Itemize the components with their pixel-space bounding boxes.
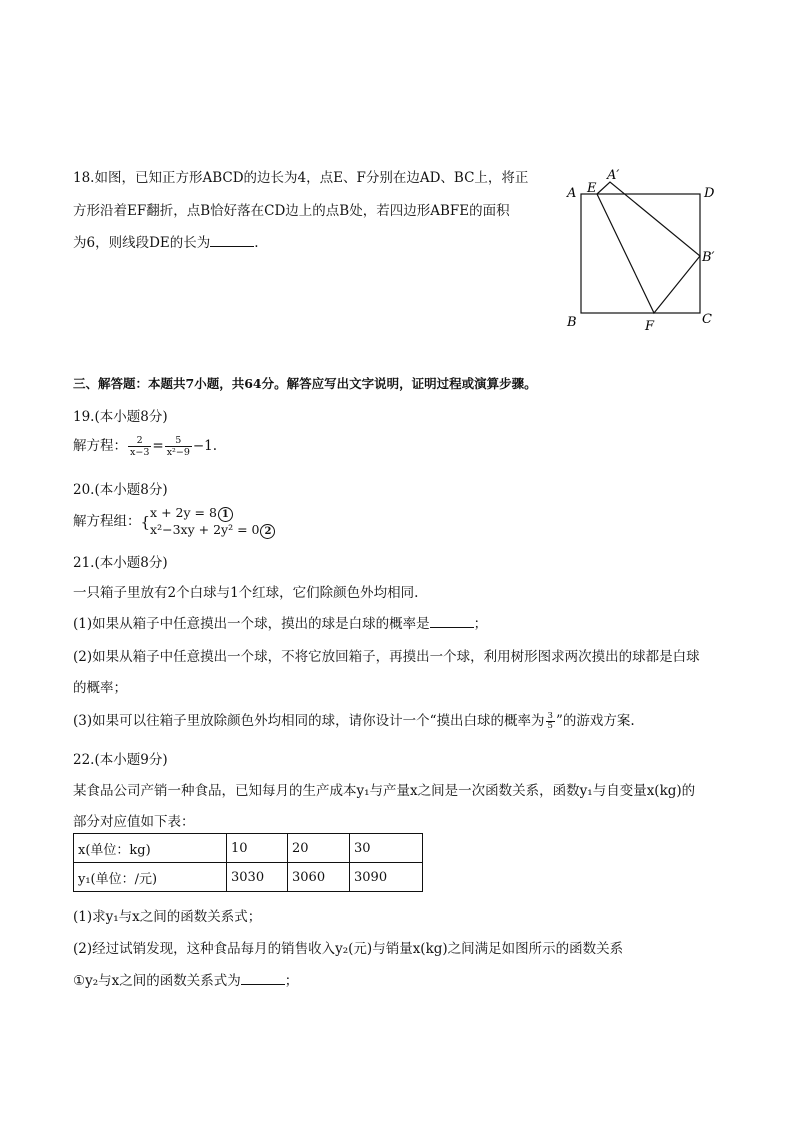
equation-1-text: x + 2y = 8: [150, 505, 217, 520]
q18-text-line1: 18.如图，已知正方形ABCD的边长为4，点E、F分别在边AD、BC上，将正: [73, 170, 529, 186]
frac-numerator: 3: [547, 711, 553, 721]
label-b: B: [567, 315, 577, 330]
circled-number-icon: 2: [260, 524, 275, 539]
q21-part2-line2: 的概率；: [73, 680, 127, 696]
q22-intro-line1: 某食品公司产销一种食品，已知每月的生产成本y₁与产量x之间是一次函数关系，函数y₁与自变量x(kg)的: [73, 783, 696, 799]
label-c: C: [702, 312, 712, 327]
answer-blank: [241, 972, 285, 985]
square-abcd: [581, 194, 700, 313]
frac-denominator: x²−9: [166, 447, 190, 458]
label-d: D: [704, 186, 715, 201]
q19-tail: −1.: [192, 438, 218, 454]
circled-number-icon: 1: [218, 507, 233, 522]
q20-prefix: 解方程组：: [73, 513, 141, 530]
q21-intro: 一只箱子里放有2个白球与1个红球，它们除颜色外均相同.: [73, 585, 419, 601]
value-table: [73, 833, 423, 892]
answer-blank: [210, 234, 254, 247]
q22-part3: [73, 969, 298, 989]
q22-header: 22.(本小题9分): [73, 752, 168, 768]
frac-denominator: 5: [547, 721, 553, 731]
q19-header: 19.(本小题8分): [73, 409, 168, 425]
q21-part3-end: ”的游戏方案.: [555, 713, 635, 729]
q19-prefix: 解方程：: [73, 438, 127, 454]
fraction-5-over-x2-9: [165, 435, 192, 458]
q21-header: 21.(本小题8分): [73, 555, 168, 571]
equals-sign: =: [152, 438, 164, 454]
q21-part2-line1: (2)如果从箱子中任意摸出一个球，不将它放回箱子，再摸出一个球，利用树形图求两次摸出的球都是白球: [73, 649, 700, 665]
fraction-2-over-x-3: [128, 435, 151, 458]
q22-intro-line2: 部分对应值如下表：: [73, 814, 195, 830]
q18-text-line2: 方形沿着EF翻折，点B恰好落在CD边上的点B处，若四边形ABFE的面积: [73, 203, 510, 219]
table-cell: 20: [288, 834, 350, 863]
label-a: A: [567, 186, 577, 201]
label-b-prime: B′: [702, 250, 715, 265]
q20-system: [73, 505, 275, 539]
label-e: E: [587, 181, 597, 196]
table-cell: 10: [227, 834, 288, 863]
q22-part3-end: ；: [284, 973, 299, 989]
label-a-prime: A′: [607, 168, 620, 183]
frac-numerator: 5: [165, 435, 192, 447]
q22-part2: (2)经过试销发现，这种食品每月的销售收入y₂(元)与销量x(kg)之间满足如图所示的函数关系: [73, 941, 624, 957]
equation-1: [150, 505, 275, 522]
table-row: [74, 863, 423, 892]
q21-part1-text: (1)如果从箱子中任意摸出一个球，摸出的球是白球的概率是: [73, 616, 430, 632]
table-row: [74, 834, 423, 863]
table-cell: 3060: [288, 863, 350, 892]
fraction-3-over-5: [546, 712, 555, 731]
square-fold-figure: [560, 160, 760, 344]
geometry-diagram: [560, 160, 760, 340]
q21-part3-text: (3)如果可以往箱子里放除颜色外均相同的球，请你设计一个“摸出白球的概率为: [73, 713, 545, 729]
table-cell: 3030: [227, 863, 288, 892]
table-cell: 30: [350, 834, 423, 863]
equation-2: [150, 522, 275, 539]
q19-equation: [73, 434, 217, 458]
table-cell: y₁(单位：/元): [74, 863, 227, 892]
equation-stack: [150, 505, 275, 539]
brace-icon: {: [140, 513, 151, 531]
q22-part3-text: ①y₂与x之间的函数关系式为: [73, 973, 241, 989]
q20-header: 20.(本小题8分): [73, 482, 168, 498]
q18-text-line3-body: 为6，则线段DE的长为: [73, 235, 211, 251]
frac-numerator: 2: [128, 435, 151, 447]
frac-denominator: x−3: [130, 447, 150, 458]
q18-line3-end: .: [254, 235, 259, 251]
section-heading: 三、解答题：本题共7小题，共64分。解答应写出文字说明，证明过程或演算步骤。: [73, 376, 537, 391]
answer-blank: [430, 615, 474, 628]
q21-part3: [73, 709, 635, 731]
equation-2-text: x²−3xy + 2y² = 0: [150, 522, 260, 537]
q21-part1: [73, 612, 487, 632]
folded-quadrilateral: [597, 182, 700, 313]
label-f: F: [645, 319, 655, 334]
q22-part1: (1)求y₁与x之间的函数关系式；: [73, 909, 262, 925]
table-cell: 3090: [350, 863, 423, 892]
q18-text-line3: [73, 231, 259, 251]
q21-part1-end: ；: [473, 616, 488, 632]
table-cell: x(单位：kg): [74, 834, 227, 863]
